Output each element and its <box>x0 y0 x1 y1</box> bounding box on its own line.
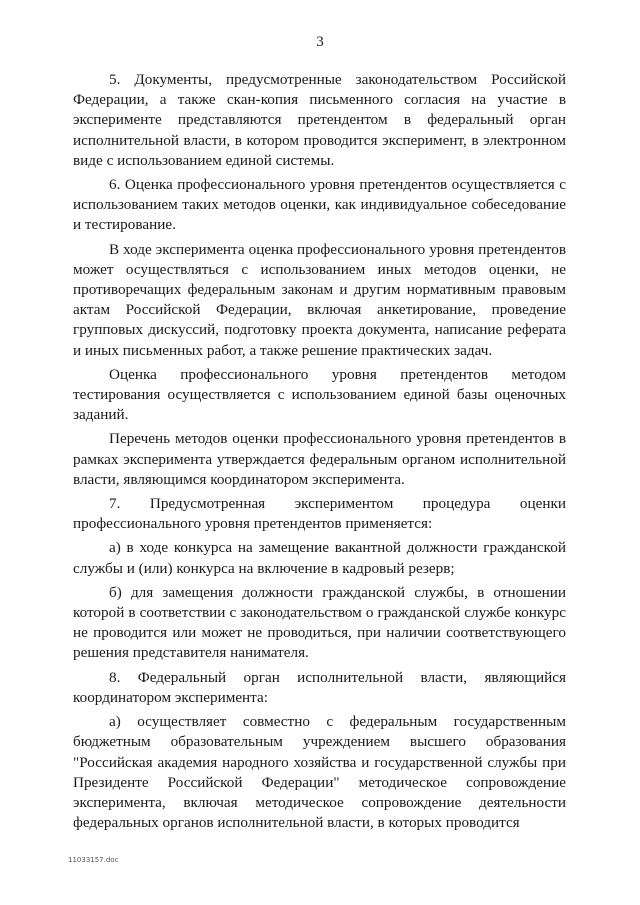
paragraph-6-assessment: 6. Оценка профессионального уровня претендентов осуществляется с использованием таких методов оценки, как индивидуальное собеседование и тестирование. <box>73 176 566 234</box>
paragraph-6-methods-list: Перечень методов оценки профессионального уровня претендентов в рамках эксперимента утверждается федеральным органом исполнительной власти, являющимся координатором эксперимента. <box>73 430 566 488</box>
document-body <box>73 70 566 837</box>
paragraph-7-procedure: 7. Предусмотренная экспериментом процедура оценки профессионального уровня претендентов применяется: <box>73 495 566 533</box>
page-number: 3 <box>316 34 324 50</box>
paragraph-5-documents: 5. Документы, предусмотренные законодательством Российской Федерации, а также скан-копия письменного согласия на участие в эксперименте представляются претендентом в федеральный орган исполнительной власти, в котором проводится эксперимент, в электронном виде с использованием единой системы. <box>73 71 566 169</box>
paragraph-6-other-methods: В ходе эксперимента оценка профессионального уровня претендентов может осуществляться с использованием иных методов оценки, не противоречащих федеральным законам и другим нормативным правовым актам Российской Федерации, включая анкетирование, проведение групповых дискуссий, подготовку проекта документа, написание реферата и иных письменных работ, а также решение практических задач. <box>73 240 566 359</box>
paragraph-7-item-a: а) в ходе конкурса на замещение вакантной должности гражданской службы и (или) конкурса на включение в кадровый резерв; <box>73 539 566 577</box>
paragraph-8-item-a: а) осуществляет совместно с федеральным государственным бюджетным образовательным учреждением высшего образования "Российская академия народного хозяйства и государственной службы при Президенте Российской Федерации" методическое сопровождение эксперимента, включая методическое сопровождение деятельности федеральных органов исполнительной власти, в которых проводится <box>73 713 566 832</box>
footer-file-code: 11033157.doc <box>68 856 119 864</box>
paragraph-8-coordinator: 8. Федеральный орган исполнительной власти, являющийся координатором эксперимента: <box>73 668 566 706</box>
paragraph-6-testing: Оценка профессионального уровня претендентов методом тестирования осуществляется с использованием единой базы оценочных заданий. <box>73 365 566 424</box>
paragraph-7-item-b: б) для замещения должности гражданской службы, в отношении которой в соответствии с законодательством о гражданской службе конкурс не проводится или может не проводиться, при наличии соответствующего решения представителя нанимателя. <box>73 583 566 662</box>
